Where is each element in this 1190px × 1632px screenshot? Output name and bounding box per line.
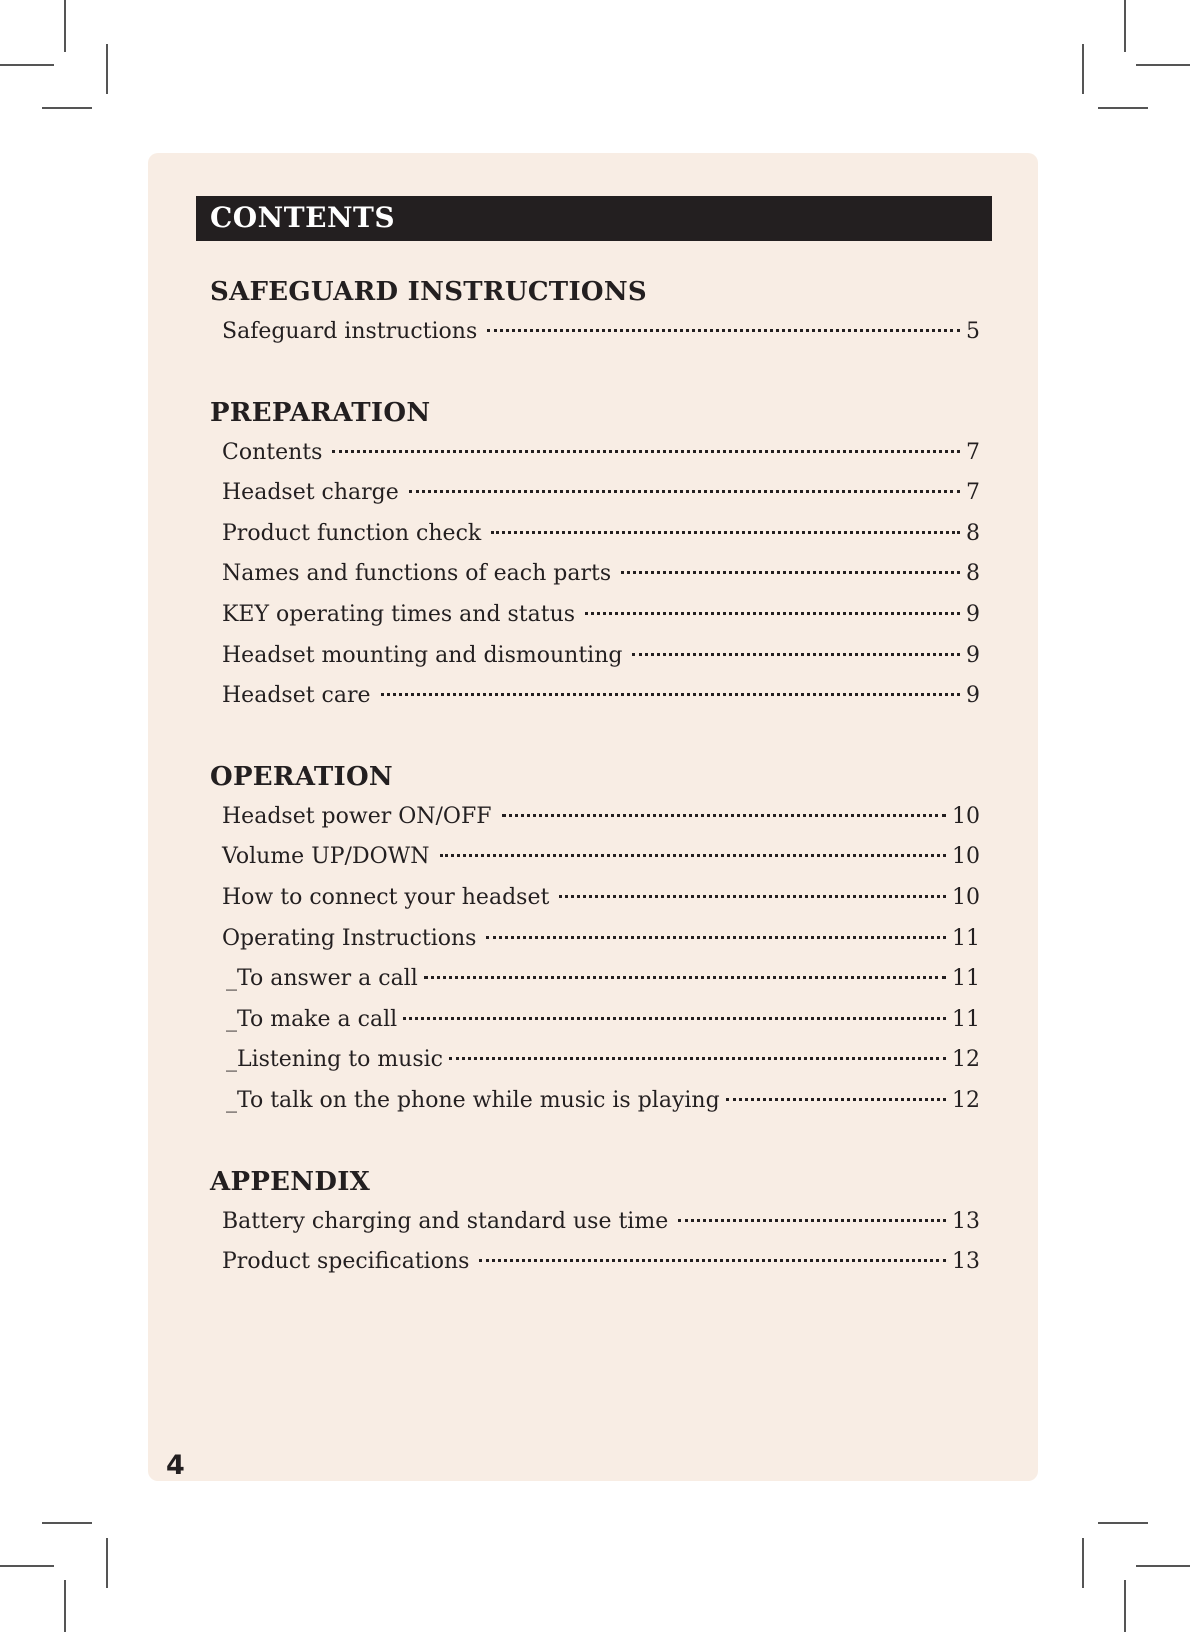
toc-entry[interactable] bbox=[210, 676, 980, 717]
toc-entry-page: 11 bbox=[952, 966, 980, 992]
crop-mark bbox=[1124, 1580, 1126, 1632]
crop-mark bbox=[1136, 1565, 1190, 1567]
toc-entry[interactable] bbox=[210, 433, 980, 474]
toc-entry-label: Headset charge bbox=[222, 480, 399, 506]
toc-subentry[interactable] bbox=[210, 1000, 980, 1041]
toc-entry[interactable] bbox=[210, 1242, 980, 1283]
dot-leader bbox=[381, 693, 960, 696]
toc-entry-page: 11 bbox=[952, 925, 980, 951]
toc-entry-page: 8 bbox=[966, 520, 980, 546]
toc-entry-page: 5 bbox=[966, 319, 980, 344]
crop-mark bbox=[106, 44, 108, 94]
toc-entry[interactable] bbox=[210, 595, 980, 636]
toc-entry[interactable] bbox=[210, 636, 980, 677]
toc-entry-page: 7 bbox=[966, 439, 980, 465]
crop-mark bbox=[1098, 107, 1148, 109]
toc-entry-label: KEY operating times and status bbox=[222, 601, 576, 627]
toc-entry-page: 10 bbox=[952, 884, 980, 910]
dot-leader bbox=[491, 531, 960, 534]
toc-entry[interactable] bbox=[210, 554, 980, 595]
toc-entry[interactable] bbox=[210, 837, 980, 878]
crop-mark bbox=[0, 1565, 54, 1567]
crop-mark bbox=[1098, 1522, 1148, 1524]
dot-leader bbox=[332, 450, 960, 453]
toc-entry[interactable] bbox=[210, 473, 980, 514]
toc-entry-label: Product function check bbox=[222, 520, 482, 546]
crop-mark bbox=[64, 1580, 66, 1632]
toc-entry-label: Safeguard instructions bbox=[222, 319, 478, 344]
toc-entry-page: 12 bbox=[952, 1047, 980, 1073]
toc-entry-page: 13 bbox=[952, 1249, 980, 1275]
toc-entry-page: 13 bbox=[952, 1208, 980, 1234]
dot-leader bbox=[486, 936, 946, 939]
dot-leader bbox=[559, 895, 946, 898]
page-number: 4 bbox=[166, 1450, 185, 1481]
dot-leader bbox=[502, 814, 947, 817]
dot-leader bbox=[621, 571, 960, 574]
crop-mark bbox=[1082, 44, 1084, 94]
toc-entry-label: Headset mounting and dismounting bbox=[222, 642, 623, 668]
toc-entry[interactable] bbox=[210, 312, 980, 353]
dot-leader bbox=[726, 1098, 946, 1101]
toc-subentry[interactable] bbox=[210, 959, 980, 1000]
section-title-safeguard: SAFEGUARD INSTRUCTIONS bbox=[210, 277, 648, 307]
dot-leader bbox=[424, 976, 946, 979]
toc-entry-label: How to connect your headset bbox=[222, 884, 550, 910]
contents-header-bar bbox=[196, 196, 992, 241]
toc-entry-label: _Listening to music bbox=[226, 1047, 444, 1073]
page-title: CONTENTS bbox=[210, 201, 396, 234]
toc-entry[interactable] bbox=[210, 514, 980, 555]
toc-entry-page: 12 bbox=[952, 1087, 980, 1113]
crop-mark bbox=[0, 64, 54, 66]
toc-entry-label: _To make a call bbox=[226, 1006, 398, 1032]
crop-mark bbox=[1082, 1538, 1084, 1588]
dot-leader bbox=[449, 1057, 946, 1060]
section-title-preparation: PREPARATION bbox=[210, 397, 431, 428]
toc-entry[interactable] bbox=[210, 1202, 980, 1243]
toc-entry-label: _To answer a call bbox=[226, 966, 418, 992]
toc-entry-label: _To talk on the phone while music is playing bbox=[226, 1087, 720, 1113]
toc-entry-page: 7 bbox=[966, 480, 980, 506]
toc-subentry[interactable] bbox=[210, 1081, 980, 1122]
toc-entry-page: 11 bbox=[952, 1006, 980, 1032]
dot-leader bbox=[409, 490, 960, 493]
toc-entry-label: Contents bbox=[222, 439, 323, 465]
dot-leader bbox=[403, 1017, 946, 1020]
toc-entry-page: 10 bbox=[952, 803, 980, 829]
section-title-appendix: APPENDIX bbox=[210, 1166, 371, 1197]
toc-entry[interactable] bbox=[210, 878, 980, 919]
section-gap bbox=[210, 717, 980, 757]
dot-leader bbox=[487, 329, 960, 332]
toc-subentry[interactable] bbox=[210, 1040, 980, 1081]
toc-entry-page: 9 bbox=[966, 683, 980, 709]
crop-mark bbox=[42, 107, 92, 109]
section-gap bbox=[210, 1122, 980, 1162]
toc-entry-label: Battery charging and standard use time bbox=[222, 1208, 669, 1234]
dot-leader bbox=[585, 612, 960, 615]
toc-entry-page: 10 bbox=[952, 844, 980, 870]
toc-entry-label: Product specifications bbox=[222, 1249, 470, 1275]
toc-entry-page: 8 bbox=[966, 561, 980, 587]
toc-entry-label: Names and functions of each parts bbox=[222, 561, 612, 587]
toc-entry-label: Volume UP/DOWN bbox=[222, 844, 430, 870]
dot-leader bbox=[479, 1259, 946, 1262]
toc-entry-label: Operating Instructions bbox=[222, 925, 477, 951]
dot-leader bbox=[440, 854, 947, 857]
toc-entry-label: Headset care bbox=[222, 683, 371, 709]
section-gap bbox=[210, 353, 980, 393]
crop-mark bbox=[106, 1538, 108, 1588]
section-title-operation: OPERATION bbox=[210, 761, 393, 792]
toc-entry-page: 9 bbox=[966, 601, 980, 627]
table-of-contents bbox=[210, 272, 980, 1283]
crop-mark bbox=[1124, 0, 1126, 52]
toc-entry-page: 9 bbox=[966, 642, 980, 668]
crop-mark bbox=[42, 1522, 92, 1524]
toc-entry[interactable] bbox=[210, 797, 980, 838]
crop-mark bbox=[64, 0, 66, 52]
toc-entry[interactable] bbox=[210, 919, 980, 960]
dot-leader bbox=[678, 1219, 946, 1222]
crop-mark bbox=[1136, 64, 1190, 66]
dot-leader bbox=[632, 653, 960, 656]
toc-entry-label: Headset power ON/OFF bbox=[222, 803, 492, 829]
